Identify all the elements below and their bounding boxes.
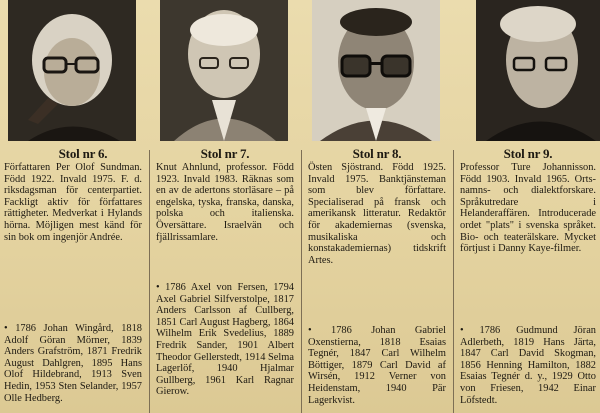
chair-title: Stol nr 8. bbox=[352, 146, 402, 161]
chair-history: • 1786 Johan Gabriel Oxenstierna, 1818 Esaias Tegnér, 1847 Carl Wilhelm Böttiger, 1879 Carl David af Wirsén, 1912 Verner von Heidenstam, 1940 Pär Lagerkvist. bbox=[308, 325, 446, 406]
chair-title: Stol nr 6. bbox=[58, 146, 108, 161]
portrait-photo-chair-6 bbox=[8, 0, 136, 141]
chair-history: • 1786 Johan Wingård, 1818 Adolf Göran Mörner, 1839 Anders Grafström, 1871 Fredrik August Dahlgren, 1895 Hans Olof Hildebrand, 1913 Sven Hedin, 1953 Sten Selander, 1957 Olle Hedberg. bbox=[4, 323, 142, 404]
chair-title: Stol nr 7. bbox=[200, 146, 250, 161]
portrait-photo-chair-9 bbox=[476, 0, 600, 141]
member-bio: Författaren Per Olof Sundman. Född 1922. Invald 1975. F. d. riksdagsman för centerpartiet. Fackligt aktiv för författares rättigheter. Medverkat i Hylands hörna. Möjligen mest känd för sin bok om ingenjör Andrée. bbox=[4, 162, 142, 243]
member-bio: Professor Ture Johannisson. Född 1903. Invald 1965. Orts- namns- och dialektforskare. Språkutredare i Helanderaffären. Introducerade ordet "plats" i svenska språket. Bio- och teaterälskare. Mycket förtjust i Danny Kaye-filmer. bbox=[460, 162, 596, 255]
column-divider bbox=[301, 150, 302, 413]
chair-title: Stol nr 9. bbox=[503, 146, 553, 161]
column-divider bbox=[149, 150, 150, 413]
member-bio: Knut Ahnlund, professor. Född 1923. Invald 1983. Räknas som en av de adertons storläsare – på engelska, tyska, franska, danska, polska och italienska. Översättare. Israelvän och fjällrissamlare. bbox=[156, 162, 294, 243]
chair-history: • 1786 Gudmund Jöran Adlerbeth, 1819 Hans Järta, 1847 Carl David Skogman, 1856 Henning Hamilton, 1882 Esaias Tegnér d. y., 1929 Otto von Friesen, 1942 Einar Löfstedt. bbox=[460, 325, 596, 406]
chair-history: • 1786 Axel von Fersen, 1794 Axel Gabriel Silfverstolpe, 1817 Anders Carlsson af Cullberg, 1851 Carl August Hagberg, 1864 Wilhelm Erik Svedelius, 1889 Fredrik Sander, 1901 Albert Theodor Gellerstedt, 1914 Selma Lagerlöf, 1940 Hjalmar Gullberg, 1961 Karl Ragnar Gierow. bbox=[156, 282, 294, 398]
column-chair-7 bbox=[152, 0, 298, 413]
column-divider bbox=[453, 150, 454, 413]
member-bio: Östen Sjöstrand. Född 1925. Invald 1975. Banktjänsteman som blev författare. Specialiserad på fransk och amerikansk litteratur. Redaktör för akademiernas (svenska, musikaliska och konstakademiernas) tidskrift Artes. bbox=[308, 162, 446, 266]
portrait-photo-chair-7 bbox=[160, 0, 288, 141]
portrait-photo-chair-8 bbox=[312, 0, 440, 141]
column-chair-9 bbox=[456, 0, 600, 413]
column-chair-8 bbox=[304, 0, 450, 413]
column-chair-6 bbox=[0, 0, 146, 413]
